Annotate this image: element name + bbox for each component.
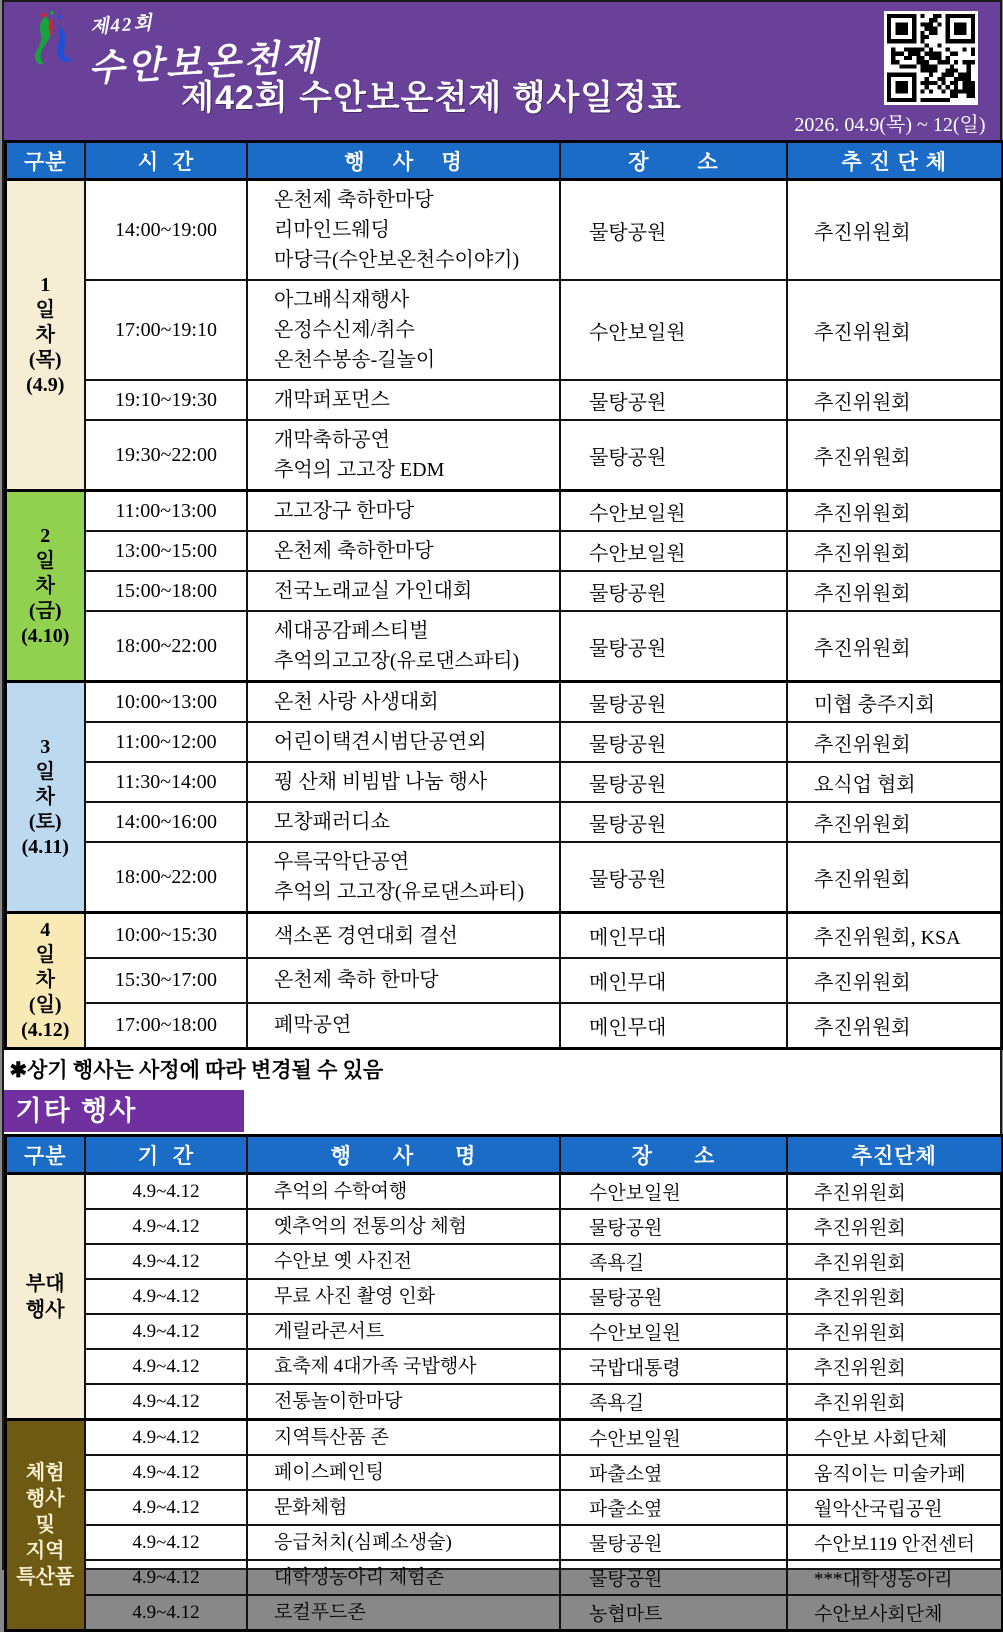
organizer-cell: 추진위원회 — [787, 280, 1002, 380]
group-label-line: 일 — [9, 298, 83, 323]
event-name-cell — [247, 571, 560, 611]
header-event: 행 사 명 — [247, 142, 560, 180]
event-name-cell — [247, 420, 560, 491]
header-event: 행 사 명 — [247, 1136, 560, 1174]
organizer-cell: 추진위원회 — [787, 1314, 1002, 1349]
time-cell: 11:00~13:00 — [85, 491, 247, 532]
event-name-line: 전통놀이한마당 — [274, 1390, 559, 1414]
period-cell: 4.9~4.12 — [85, 1209, 247, 1244]
place-cell: 물탕공원 — [560, 842, 787, 913]
header-period: 기 간 — [85, 1136, 247, 1174]
organizer-cell: 추진위원회 — [787, 571, 1002, 611]
event-name-cell — [247, 180, 560, 281]
place-cell: 수안보일원 — [560, 1420, 787, 1456]
event-name-cell — [247, 1209, 560, 1244]
event-name-line: 우륵국악단공연 — [274, 847, 559, 877]
group-label-line: 차 — [9, 968, 83, 993]
header-org: 추 진 단 체 — [787, 142, 1002, 180]
group-label-line: 차 — [9, 785, 83, 810]
organizer-cell: 추진위원회 — [787, 180, 1002, 281]
event-name-line: 모창패러디쇼 — [274, 807, 559, 837]
table-row — [5, 1314, 1002, 1349]
table-row — [5, 722, 1002, 762]
group-label-line: 3 — [9, 735, 83, 760]
date-range: 2026. 04.9(목) ~ 12(일) — [794, 108, 985, 137]
time-cell: 10:00~13:00 — [85, 682, 247, 723]
event-name-cell — [247, 1279, 560, 1314]
event-name-cell — [247, 491, 560, 532]
place-cell: 메인무대 — [560, 958, 787, 1003]
organizer-cell: 추진위원회 — [787, 491, 1002, 532]
page-title: 제42회 수안보온천제 행사일정표 — [4, 70, 860, 119]
event-name-cell — [247, 1174, 560, 1210]
event-name-cell — [247, 1244, 560, 1279]
group-label-line: 일 — [9, 549, 83, 574]
organizer-cell: 추진위원회 — [787, 842, 1002, 913]
place-cell: 메인무대 — [560, 1003, 787, 1049]
place-cell: 메인무대 — [560, 913, 787, 959]
other-table-header — [5, 1136, 1002, 1174]
time-cell: 14:00~19:00 — [85, 180, 247, 281]
event-name-line: 온천제 축하 한마당 — [274, 965, 559, 995]
place-cell: 파출소옆 — [560, 1455, 787, 1490]
event-name-line: 아그배식재행사 — [274, 285, 559, 315]
event-name-line: 어린이택견시범단공연외 — [274, 727, 559, 757]
time-cell: 19:10~19:30 — [85, 380, 247, 420]
time-cell: 18:00~22:00 — [85, 611, 247, 682]
event-name-line: 온천제 축하한마당 — [274, 185, 559, 215]
organizer-cell: 수안보119 안전센터 — [787, 1525, 1002, 1560]
period-cell: 4.9~4.12 — [85, 1525, 247, 1560]
place-cell: 농협마트 — [560, 1595, 787, 1631]
header-org: 추진단체 — [787, 1136, 1002, 1174]
time-cell: 11:00~12:00 — [85, 722, 247, 762]
header-category: 구분 — [5, 142, 85, 180]
event-name-line: 온천제 축하한마당 — [274, 536, 559, 566]
event-name-line: 추억의고고장(유로댄스파티) — [274, 646, 559, 676]
time-cell: 11:30~14:00 — [85, 762, 247, 802]
table-row — [5, 380, 1002, 420]
header-category: 구분 — [5, 1136, 85, 1174]
place-cell: 물탕공원 — [560, 1209, 787, 1244]
organizer-cell: 추진위원회 — [787, 380, 1002, 420]
event-name-cell — [247, 913, 560, 959]
table-row — [5, 180, 1002, 281]
event-name-cell — [247, 1560, 560, 1595]
group-label-line: (금) — [9, 599, 83, 624]
group-label-line: 지역 — [9, 1538, 83, 1564]
period-cell: 4.9~4.12 — [85, 1349, 247, 1384]
event-name-line: 로컬푸드존 — [274, 1601, 559, 1625]
event-name-line: 대학생동아리 체험존 — [274, 1566, 559, 1590]
header-time: 시 간 — [85, 142, 247, 180]
period-cell: 4.9~4.12 — [85, 1384, 247, 1420]
row-group — [5, 180, 1002, 491]
group-label-line: (목) — [9, 348, 83, 373]
row-group — [5, 913, 1002, 1049]
place-cell: 물탕공원 — [560, 1560, 787, 1595]
change-notice: ✱상기 행사는 사정에 따라 변경될 수 있음 — [4, 1050, 1000, 1090]
schedule-table-header — [5, 142, 1002, 180]
group-label-line: 차 — [9, 574, 83, 599]
organizer-cell: 추진위원회 — [787, 611, 1002, 682]
table-row — [5, 762, 1002, 802]
organizer-cell: 추진위원회 — [787, 722, 1002, 762]
event-name-cell — [247, 722, 560, 762]
group-label — [5, 1174, 85, 1420]
organizer-cell: ***대학생동아리 — [787, 1560, 1002, 1595]
table-row — [5, 1455, 1002, 1490]
organizer-cell: 추진위원회 — [787, 1003, 1002, 1049]
header-row — [5, 142, 1002, 180]
table-row — [5, 1279, 1002, 1314]
table-row — [5, 1174, 1002, 1210]
time-cell: 15:30~17:00 — [85, 958, 247, 1003]
place-cell: 물탕공원 — [560, 180, 787, 281]
table-row — [5, 1209, 1002, 1244]
logo-script-text: 수안보온천제 — [86, 26, 321, 92]
event-name-line: 지역특산품 존 — [274, 1426, 559, 1450]
table-row — [5, 1349, 1002, 1384]
period-cell: 4.9~4.12 — [85, 1490, 247, 1525]
other-events-section-title: 기타 행사 — [4, 1090, 244, 1132]
group-label-line: (4.10) — [9, 624, 83, 649]
event-name-cell — [247, 802, 560, 842]
event-name-cell — [247, 682, 560, 723]
group-label — [5, 913, 85, 1049]
event-name-cell — [247, 611, 560, 682]
row-group — [5, 491, 1002, 682]
place-cell: 물탕공원 — [560, 682, 787, 723]
event-name-line: 색소폰 경연대회 결선 — [274, 921, 559, 951]
place-cell: 물탕공원 — [560, 571, 787, 611]
event-name-line: 마당극(수안보온천수이야기) — [274, 245, 559, 275]
group-label — [5, 1420, 85, 1631]
place-cell: 물탕공원 — [560, 802, 787, 842]
place-cell: 물탕공원 — [560, 1525, 787, 1560]
place-cell: 수안보일원 — [560, 1314, 787, 1349]
row-group — [5, 1420, 1002, 1631]
organizer-cell: 추진위원회 — [787, 1174, 1002, 1210]
logo-small-text: 제42회 — [89, 8, 154, 39]
table-row — [5, 1003, 1002, 1049]
table-row — [5, 491, 1002, 532]
event-name-line: 추억의 수학여행 — [274, 1180, 559, 1204]
festival-schedule-page — [2, 0, 1002, 1570]
place-cell: 물탕공원 — [560, 722, 787, 762]
table-row — [5, 958, 1002, 1003]
group-label-line: (토) — [9, 810, 83, 835]
table-row — [5, 1384, 1002, 1420]
row-group — [5, 1174, 1002, 1420]
place-cell: 수안보일원 — [560, 531, 787, 571]
event-name-line: 옛추억의 전통의상 체험 — [274, 1215, 559, 1239]
group-label-line: 2 — [9, 524, 83, 549]
event-name-line: 게릴라콘서트 — [274, 1320, 559, 1344]
banner — [4, 2, 1000, 140]
header-place: 장 소 — [560, 1136, 787, 1174]
festival-logo-icon — [24, 10, 82, 72]
table-row — [5, 1595, 1002, 1631]
table-row — [5, 611, 1002, 682]
time-cell: 10:00~15:30 — [85, 913, 247, 959]
header-row — [5, 1136, 1002, 1174]
place-cell: 수안보일원 — [560, 491, 787, 532]
organizer-cell: 요식업 협회 — [787, 762, 1002, 802]
event-name-cell — [247, 1490, 560, 1525]
place-cell: 물탕공원 — [560, 762, 787, 802]
group-label-line: 체험 — [9, 1460, 83, 1486]
event-name-cell — [247, 1420, 560, 1456]
table-row — [5, 913, 1002, 959]
event-name-cell — [247, 842, 560, 913]
group-label-line: 1 — [9, 273, 83, 298]
event-name-line: 개막퍼포먼스 — [274, 385, 559, 415]
period-cell: 4.9~4.12 — [85, 1174, 247, 1210]
place-cell: 물탕공원 — [560, 420, 787, 491]
table-row — [5, 531, 1002, 571]
group-label-line: 행사 — [9, 1486, 83, 1512]
place-cell: 수안보일원 — [560, 1174, 787, 1210]
event-name-line: 리마인드웨딩 — [274, 215, 559, 245]
place-cell: 물탕공원 — [560, 611, 787, 682]
event-name-cell — [247, 1349, 560, 1384]
group-label-line: 일 — [9, 760, 83, 785]
time-cell: 17:00~18:00 — [85, 1003, 247, 1049]
group-label-line: (4.11) — [9, 835, 83, 860]
organizer-cell: 추진위원회 — [787, 1349, 1002, 1384]
place-cell: 수안보일원 — [560, 280, 787, 380]
organizer-cell: 추진위원회 — [787, 1244, 1002, 1279]
row-group — [5, 682, 1002, 913]
table-row — [5, 280, 1002, 380]
table-row — [5, 1525, 1002, 1560]
period-cell: 4.9~4.12 — [85, 1244, 247, 1279]
place-cell: 국밥대통령 — [560, 1349, 787, 1384]
event-name-cell — [247, 1314, 560, 1349]
organizer-cell: 추진위원회 — [787, 1384, 1002, 1420]
period-cell: 4.9~4.12 — [85, 1420, 247, 1456]
group-label-line: (일) — [9, 993, 83, 1018]
qr-code — [884, 11, 978, 105]
organizer-cell: 수안보 사회단체 — [787, 1420, 1002, 1456]
event-name-cell — [247, 1455, 560, 1490]
group-label — [5, 180, 85, 491]
organizer-cell: 추진위원회 — [787, 531, 1002, 571]
event-name-line: 응급처치(심폐소생술) — [274, 1531, 559, 1555]
group-label — [5, 491, 85, 682]
event-name-line: 개막축하공연 — [274, 425, 559, 455]
period-cell: 4.9~4.12 — [85, 1314, 247, 1349]
time-cell: 14:00~16:00 — [85, 802, 247, 842]
place-cell: 족욕길 — [560, 1244, 787, 1279]
table-row — [5, 842, 1002, 913]
event-name-line: 온천수봉송-길놀이 — [274, 345, 559, 375]
event-name-line: 고고장구 한마당 — [274, 496, 559, 526]
event-name-cell — [247, 531, 560, 571]
organizer-cell: 추진위원회 — [787, 958, 1002, 1003]
event-name-cell — [247, 958, 560, 1003]
other-events-table — [4, 1134, 1003, 1632]
event-name-line: 전국노래교실 가인대회 — [274, 576, 559, 606]
time-cell: 18:00~22:00 — [85, 842, 247, 913]
group-label-line: 4 — [9, 918, 83, 943]
organizer-cell: 추진위원회, KSA — [787, 913, 1002, 959]
table-row — [5, 802, 1002, 842]
table-row — [5, 1420, 1002, 1456]
group-label-line: 차 — [9, 323, 83, 348]
organizer-cell: 추진위원회 — [787, 1209, 1002, 1244]
event-name-line: 온정수신제/취수 — [274, 315, 559, 345]
time-cell: 17:00~19:10 — [85, 280, 247, 380]
event-name-cell — [247, 1003, 560, 1049]
table-row — [5, 682, 1002, 723]
organizer-cell: 추진위원회 — [787, 420, 1002, 491]
table-row — [5, 1490, 1002, 1525]
header-place: 장 소 — [560, 142, 787, 180]
organizer-cell: 추진위원회 — [787, 1279, 1002, 1314]
event-name-line: 무료 사진 촬영 인화 — [274, 1285, 559, 1309]
place-cell: 물탕공원 — [560, 380, 787, 420]
time-cell: 19:30~22:00 — [85, 420, 247, 491]
organizer-cell: 미협 충주지회 — [787, 682, 1002, 723]
organizer-cell: 움직이는 미술카페 — [787, 1455, 1002, 1490]
place-cell: 파출소옆 — [560, 1490, 787, 1525]
event-name-line: 꿩 산채 비빔밥 나눔 행사 — [274, 767, 559, 797]
event-name-line: 추억의 고고장 EDM — [274, 455, 559, 485]
table-row — [5, 1560, 1002, 1595]
organizer-cell: 추진위원회 — [787, 802, 1002, 842]
group-label — [5, 682, 85, 913]
table-row — [5, 1244, 1002, 1279]
place-cell: 족욕길 — [560, 1384, 787, 1420]
event-name-cell — [247, 1525, 560, 1560]
organizer-cell: 월악산국립공원 — [787, 1490, 1002, 1525]
event-name-line: 세대공감페스티벌 — [274, 616, 559, 646]
table-row — [5, 420, 1002, 491]
event-name-line: 추억의 고고장(유로댄스파티) — [274, 877, 559, 907]
event-name-cell — [247, 380, 560, 420]
period-cell: 4.9~4.12 — [85, 1560, 247, 1595]
time-cell: 13:00~15:00 — [85, 531, 247, 571]
event-name-line: 문화체험 — [274, 1496, 559, 1520]
time-cell: 15:00~18:00 — [85, 571, 247, 611]
event-name-cell — [247, 280, 560, 380]
group-label-line: 부대 — [9, 1271, 83, 1297]
group-label-line: 일 — [9, 943, 83, 968]
event-name-line: 온천 사랑 사생대회 — [274, 687, 559, 717]
place-cell: 물탕공원 — [560, 1279, 787, 1314]
event-name-cell — [247, 1595, 560, 1631]
group-label-line: 특산품 — [9, 1564, 83, 1590]
group-label-line: (4.9) — [9, 373, 83, 398]
table-row — [5, 571, 1002, 611]
event-name-line: 수안보 옛 사진전 — [274, 1250, 559, 1274]
group-label-line: 행사 — [9, 1297, 83, 1323]
group-label-line: 및 — [9, 1512, 83, 1538]
event-name-cell — [247, 762, 560, 802]
event-name-cell — [247, 1384, 560, 1420]
organizer-cell: 수안보사회단체 — [787, 1595, 1002, 1631]
period-cell: 4.9~4.12 — [85, 1455, 247, 1490]
schedule-table — [4, 140, 1003, 1050]
period-cell: 4.9~4.12 — [85, 1595, 247, 1631]
period-cell: 4.9~4.12 — [85, 1279, 247, 1314]
group-label-line: (4.12) — [9, 1018, 83, 1043]
event-name-line: 효축제 4대가족 국밥행사 — [274, 1355, 559, 1379]
event-name-line: 페이스페인팅 — [274, 1461, 559, 1485]
event-name-line: 폐막공연 — [274, 1010, 559, 1040]
